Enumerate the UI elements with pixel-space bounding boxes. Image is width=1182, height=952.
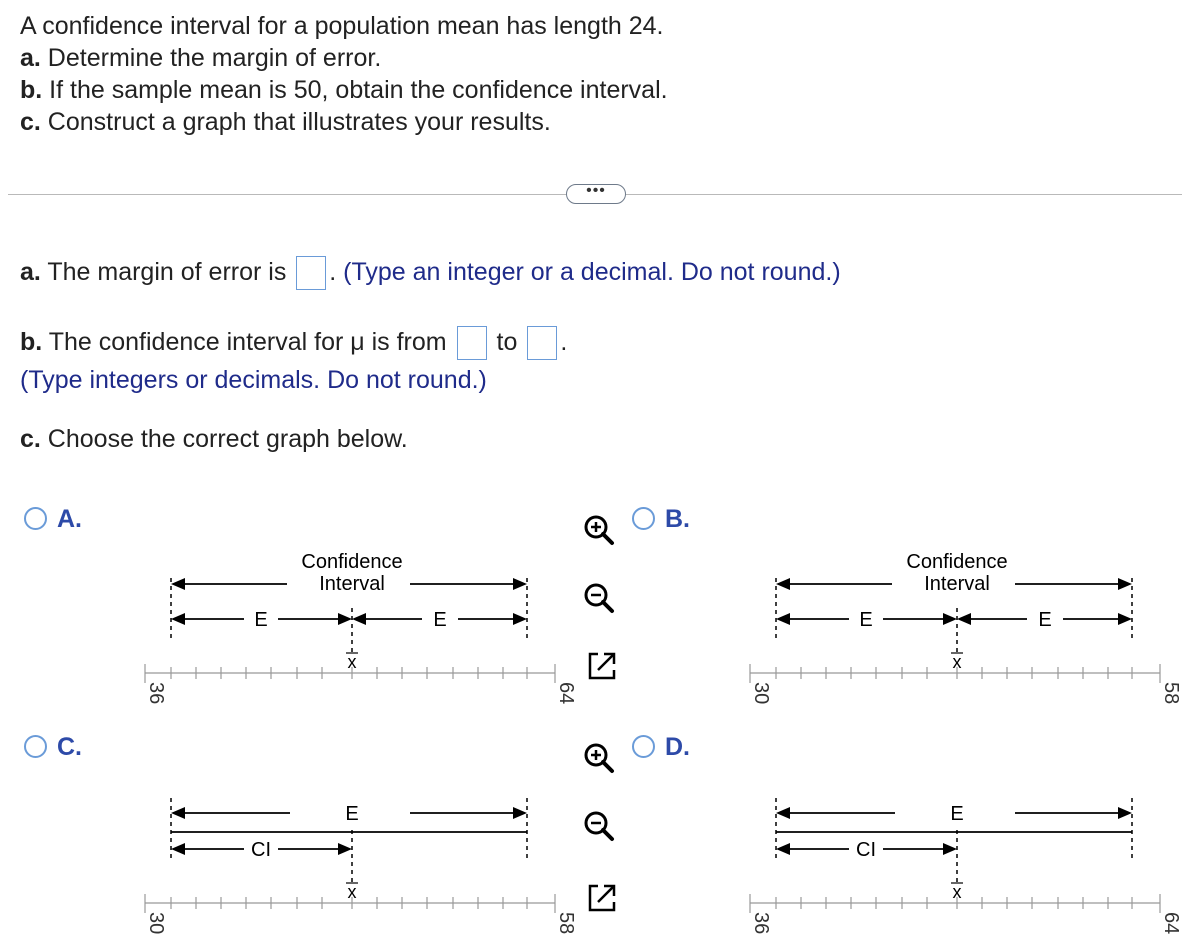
part-a-line: a. The margin of error is . (Type an integer or a decimal. Do not round.) <box>20 256 841 290</box>
option-a-radio[interactable] <box>24 507 47 530</box>
interval-upper-input[interactable] <box>527 326 557 360</box>
graph-d-label-e: E <box>950 803 964 825</box>
graph-c-label-e: E <box>345 803 359 825</box>
graph-b-mean-label: x <box>952 652 962 672</box>
option-b-radio[interactable] <box>632 507 655 530</box>
graph-c-label-ci: CI <box>251 839 271 861</box>
option-d-radio[interactable] <box>632 735 655 758</box>
question-part-a: a. Determine the margin of error. <box>20 44 382 72</box>
option-c-radio[interactable] <box>24 735 47 758</box>
question-line-1: A confidence interval for a population mean has length 24. <box>20 12 664 40</box>
part-a-hint: (Type an integer or a decimal. Do not round.) <box>343 258 841 286</box>
graph-a <box>120 540 580 715</box>
popout-icon[interactable] <box>584 648 620 684</box>
graph-b-top-label-2: Interval <box>924 573 990 595</box>
graph-d-label-ci: CI <box>856 839 876 861</box>
question-part-c: c. Construct a graph that illustrates your results. <box>20 108 551 136</box>
option-b[interactable]: B. <box>632 505 690 534</box>
graph-a-top-label-2: Interval <box>319 573 385 595</box>
interval-lower-input[interactable] <box>457 326 487 360</box>
part-b-line: b. The confidence interval for μ is from to . <box>20 326 567 360</box>
graph-b-axis-max: 58 <box>1160 682 1182 705</box>
part-c-line: c. Choose the correct graph below. <box>20 425 408 453</box>
margin-of-error-input[interactable] <box>296 256 326 290</box>
question-part-b: b. If the sample mean is 50, obtain the confidence interval. <box>20 76 668 104</box>
graph-b-label-e-right: E <box>1038 609 1052 631</box>
option-d[interactable]: D. <box>632 733 690 762</box>
graph-a-axis-max: 64 <box>555 682 577 705</box>
graph-c-mean-label: x <box>347 882 357 902</box>
graph-b-axis-min: 30 <box>750 682 772 705</box>
zoom-in-icon[interactable] <box>580 740 616 776</box>
zoom-out-icon[interactable] <box>580 580 616 616</box>
graph-d-axis-max: 64 <box>1160 912 1182 935</box>
more-button[interactable]: ••• <box>566 184 626 204</box>
zoom-in-icon[interactable] <box>580 512 616 548</box>
graph-d-axis-min: 36 <box>750 912 772 935</box>
graph-d <box>725 770 1182 945</box>
graph-a-top-label-1: Confidence <box>301 551 403 573</box>
graph-a-label-e-left: E <box>254 609 268 631</box>
popout-icon[interactable] <box>584 880 620 916</box>
graph-a-axis-min: 36 <box>145 682 167 705</box>
zoom-out-icon[interactable] <box>580 808 616 844</box>
graph-a-mean-label: x <box>347 652 357 672</box>
part-b-hint: (Type integers or decimals. Do not round.) <box>20 366 487 394</box>
option-c[interactable]: C. <box>24 733 82 762</box>
question-text <box>20 10 668 138</box>
graph-a-label-e-right: E <box>433 609 447 631</box>
graph-c-axis-max: 58 <box>555 912 577 935</box>
graph-c <box>120 770 580 945</box>
graph-c-axis-min: 30 <box>145 912 167 935</box>
graph-b-top-label-1: Confidence <box>906 551 1008 573</box>
graph-b-label-e-left: E <box>859 609 873 631</box>
option-a[interactable]: A. <box>24 505 82 534</box>
graph-d-mean-label: x <box>952 882 962 902</box>
graph-b <box>725 540 1182 715</box>
